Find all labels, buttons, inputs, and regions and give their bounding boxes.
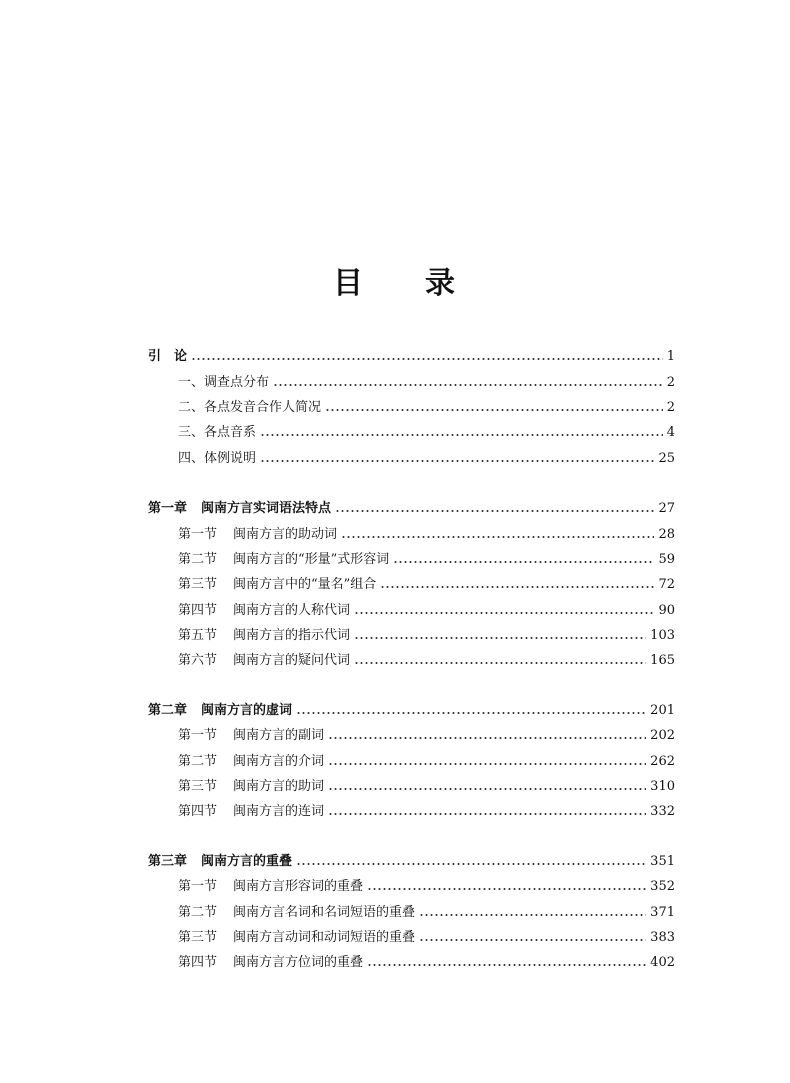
toc-entry-label [178,778,324,796]
toc-page-number: 352 [650,879,675,894]
toc-entry-title: 闽南方言形容词的重叠 [233,879,364,894]
toc-page-number: 202 [650,728,675,743]
toc-entry-label [178,652,350,670]
toc-entry-label [178,727,324,745]
toc-page-number: 2 [666,375,675,390]
toc-entry-label [178,954,363,972]
dot-leader [354,662,646,664]
toc-section-entry[interactable] [178,602,675,620]
dot-leader [328,737,646,739]
toc-section-entry[interactable] [178,627,675,645]
toc-entry-title: 闽南方言的指示代词 [233,628,351,643]
dot-leader [367,964,646,966]
toc-entry-number: 四、体例说明 [178,451,257,466]
dot-leader [380,586,654,588]
toc-section-entry[interactable] [178,954,675,972]
toc-page-number: 2 [666,400,675,415]
toc-entry-title: 闽南方言方位词的重叠 [233,955,364,970]
toc-section-entry[interactable] [178,878,675,896]
toc-entry-label [148,702,292,720]
dot-leader [393,561,654,563]
toc-chapter-entry[interactable] [148,853,675,871]
toc-entry-number: 第一节 [178,728,218,743]
toc-entry-label [178,929,415,947]
toc-entry-label [178,878,363,896]
toc-entry-title: 闽南方言中的“量名”组合 [233,577,377,592]
toc-entry-label [148,348,187,366]
toc-entry-title: 闽南方言的助动词 [233,527,338,542]
toc-page-number: 371 [650,905,675,920]
toc-page-number: 59 [658,552,675,567]
toc-entry-title: 闽南方言的重叠 [201,854,293,869]
toc-page-number: 1 [666,349,675,364]
toc-entry-label [178,551,389,569]
toc-page-number: 103 [650,628,675,643]
toc-entry-number: 第三节 [178,930,218,945]
toc-page-number: 402 [650,955,675,970]
toc-section-entry[interactable] [178,904,675,922]
toc-entry-number: 第三节 [178,577,218,592]
toc-entry-number: 第三章 [148,854,188,869]
toc-page-number: 4 [666,425,675,440]
toc-section-entry[interactable] [178,652,675,670]
toc-entry-label [178,450,256,468]
toc-section-entry[interactable] [178,929,675,947]
toc-entry-label [178,526,337,544]
toc-page-number: 201 [650,703,675,718]
toc-section-entry[interactable] [178,399,675,417]
toc-entry-label [178,627,350,645]
toc-entry-label [178,602,350,620]
toc-entry-title: 闽南方言的连词 [233,804,325,819]
toc-entry-label [178,576,376,594]
dot-leader [341,536,654,538]
toc-section-entry[interactable] [178,424,675,442]
toc-section-entry[interactable] [178,450,675,468]
toc-entry-number: 第二节 [178,552,218,567]
toc-entry-title: 闽南方言的副词 [233,728,325,743]
title-char-1: 目 [333,266,365,301]
toc-page-number: 165 [650,653,675,668]
toc-page-number: 351 [650,854,675,869]
toc-section-entry[interactable] [178,753,675,771]
toc-entry-title: 闽南方言的人称代词 [233,603,351,618]
toc-entry-title: 闽南方言的“形量”式形容词 [233,552,390,567]
toc-entry-title: 闽南方言的虚词 [201,703,293,718]
toc-entry-title: 闽南方言的助词 [233,779,325,794]
toc-entry-number: 第一章 [148,501,188,516]
toc-entry-number: 第六节 [178,653,218,668]
title-char-2: 录 [425,266,457,301]
toc-entry-label [178,424,256,442]
toc-entry-label [178,803,324,821]
toc-entry-number: 第一节 [178,879,218,894]
toc-page-number: 25 [658,451,675,466]
toc-entry-number: 第四节 [178,603,218,618]
dot-leader [273,384,663,386]
toc-chapter-entry[interactable] [148,348,675,366]
toc-page-number: 262 [650,754,675,769]
toc-section-entry[interactable] [178,526,675,544]
toc-page-number: 310 [650,779,675,794]
toc-section-entry[interactable] [178,374,675,392]
toc-page-number: 72 [658,577,675,592]
dot-leader [328,813,646,815]
toc-page-number: 90 [658,603,675,618]
toc-entry-number: 一、调查点分布 [178,375,270,390]
dot-leader [328,788,646,790]
dot-leader [328,763,646,765]
toc-section-entry[interactable] [178,727,675,745]
toc-entry-label [178,904,415,922]
toc-section-entry[interactable] [178,576,675,594]
toc-entry-label [178,374,269,392]
dot-leader [335,510,654,512]
toc-entry-number: 第二节 [178,905,218,920]
toc-entry-label [178,399,321,417]
toc-entry-number: 第一节 [178,527,218,542]
toc-entry-number: 第五节 [178,628,218,643]
dot-leader [419,914,646,916]
toc-entry-label [178,753,324,771]
toc-page-number: 27 [658,501,675,516]
toc-entry-number: 第二节 [178,754,218,769]
toc-entry-title: 闽南方言动词和动词短语的重叠 [233,930,416,945]
dot-leader [325,409,663,411]
page-title [0,258,790,302]
dot-leader [367,888,646,890]
toc-page-number: 332 [650,804,675,819]
dot-leader [354,612,654,614]
toc-entry-number: 第三节 [178,779,218,794]
dot-leader [419,939,646,941]
toc-page-number: 28 [658,527,675,542]
dot-leader [260,460,654,462]
toc-entry-label [148,853,292,871]
toc-entry-number: 二、各点发音合作人简况 [178,400,322,415]
toc-chapter-entry[interactable] [148,702,675,720]
toc-entry-number: 第四节 [178,804,218,819]
toc-entry-number: 第二章 [148,703,188,718]
toc-entry-number: 第四节 [178,955,218,970]
toc-entry-number: 引 论 [148,349,188,364]
toc-entry-title: 闽南方言实词语法特点 [201,501,332,516]
dot-leader [296,712,646,714]
dot-leader [296,863,646,865]
toc-page-number: 383 [650,930,675,945]
toc-entry-label [148,500,331,518]
dot-leader [260,434,663,436]
toc-chapter-entry[interactable] [148,500,675,518]
toc-entry-title: 闽南方言的疑问代词 [233,653,351,668]
dot-leader [354,637,646,639]
toc-entry-number: 三、各点音系 [178,425,257,440]
toc-section-entry[interactable] [178,551,675,569]
toc-entry-title: 闽南方言名词和名词短语的重叠 [233,905,416,920]
toc-section-entry[interactable] [178,803,675,821]
toc-entry-title: 闽南方言的介词 [233,754,325,769]
toc-section-entry[interactable] [178,778,675,796]
dot-leader [191,358,663,360]
